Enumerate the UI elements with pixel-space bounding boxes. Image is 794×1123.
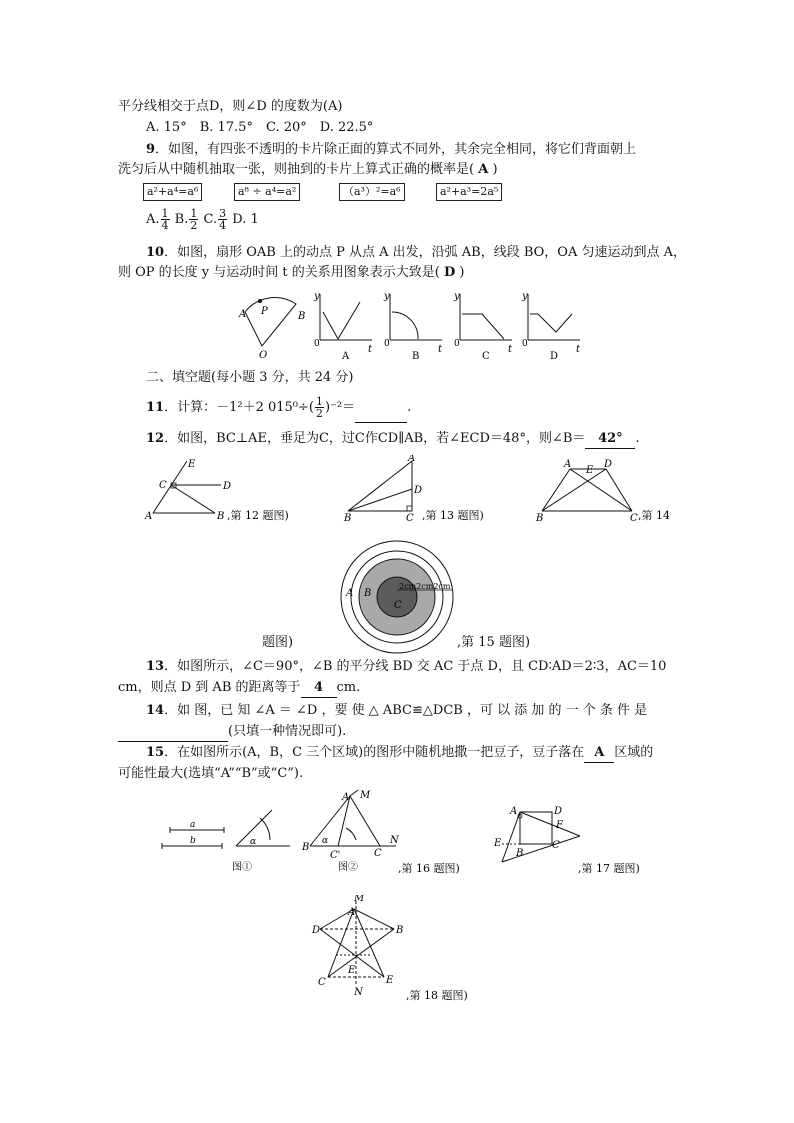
- q10-text2: 则 OP 的长度 y 与运动时间 t 的关系用图象表示大致是(: [118, 265, 440, 280]
- f13-caption: ,第 13 题图): [422, 509, 484, 522]
- f16-M: M: [360, 790, 371, 801]
- f17-caption: ,第 17 题图): [578, 862, 640, 875]
- q10-gb-label: B: [412, 351, 420, 362]
- f13-A: A: [408, 455, 416, 464]
- q10-figure: [230, 284, 580, 364]
- q10-gc-y: y: [454, 291, 460, 302]
- q10-number: 10: [146, 245, 165, 260]
- q9-card-2: a⁸ ÷ a⁴=a²: [234, 183, 300, 201]
- q9-opt-b: B.: [174, 212, 189, 227]
- f17-A: A: [510, 806, 518, 817]
- f16-N: N: [390, 835, 399, 846]
- f16-fig1: 图①: [232, 862, 252, 873]
- f18-N: N: [354, 987, 363, 998]
- f12-E: E: [188, 459, 196, 470]
- q9-opt-d: D. 1: [232, 212, 259, 227]
- q11-blank: [355, 394, 407, 423]
- q9-card-4: a²+a³=2a⁵: [436, 183, 502, 201]
- q10-fig-B: B: [298, 311, 306, 322]
- q14-blank: [118, 723, 228, 742]
- q11-number: 11: [146, 400, 165, 415]
- q10-line1: [146, 244, 686, 262]
- q15-text1: ．在如图所示(A，B，C 三个区域)的图形中随机地撒一把豆子，豆子落在: [164, 745, 585, 760]
- q15-answer: A: [584, 744, 614, 763]
- q12-answer: 42°: [585, 430, 635, 449]
- q11-text2: )⁻²＝: [324, 400, 356, 415]
- f17-F: F: [556, 820, 563, 831]
- q9-number: 9: [146, 142, 156, 157]
- f15-caption: ,第 15 题图): [457, 635, 531, 650]
- q13-text1: ．如图所示，∠C＝90°，∠B 的平分线 BD 交 AC 于点 D，且 CD∶AD＝2∶3，AC＝10: [164, 659, 667, 674]
- f16-A: A: [342, 792, 350, 803]
- q15-number: 15: [146, 745, 165, 760]
- f18-caption: ,第 18 题图): [406, 989, 468, 1002]
- q14-text1: ．如 图，已 知 ∠A ＝ ∠D ，要 使 △ ABC≌△DCB ，可 以 添 加 的 一 个 条 件 是: [164, 703, 648, 718]
- q9-text1: ．如图，有四张不透明的卡片除正面的算式不同外，其余完全相同，将它们背面朝上: [155, 142, 637, 157]
- f14-A: A: [564, 459, 572, 470]
- q13-line2: [118, 679, 360, 698]
- f18-B: B: [396, 925, 404, 936]
- f16-C1: C': [330, 850, 341, 861]
- q10-text1: ．如图，扇形 OAB 上的动点 P 从点 A 出发，沿弧 AB，线段 BO，OA 匀速运动到点 A，: [164, 245, 686, 260]
- f17-D: D: [554, 806, 563, 817]
- q10-close: ): [459, 265, 465, 280]
- q10-ga-t: t: [368, 344, 373, 355]
- q9-options: [146, 206, 259, 234]
- q9-text2: 洗匀后从中随机抽取一张，则抽到的卡片上算式正确的概率是(: [118, 162, 475, 177]
- q10-gd-0: 0: [522, 339, 528, 349]
- f14-caption-cont: 题图): [262, 635, 294, 650]
- q11-text: ．计算：－1²＋2 015⁰÷(: [164, 400, 314, 415]
- f18-E1: E: [348, 965, 356, 976]
- q9-opt-c: C.: [203, 212, 218, 227]
- q9-card-1: a²+a⁴=a⁶: [143, 183, 202, 201]
- q8-options: A. 15° B. 17.5° C. 20° D. 22.5°: [146, 120, 374, 135]
- q14-number: 14: [146, 703, 165, 718]
- q8-line: 平分线相交于点D，则∠D 的度数为(A): [118, 99, 343, 114]
- q10-gb-t: t: [438, 344, 443, 355]
- q10-gb-0: 0: [384, 339, 390, 349]
- q10-line2: [118, 264, 464, 282]
- q11-frac: $\frac{1}{2}$: [315, 395, 323, 420]
- q15-line2: 可能性最大(选填“A”“B”或“C”).: [118, 766, 304, 781]
- f16-alpha2: α: [322, 836, 329, 846]
- f14-E: E: [586, 465, 594, 476]
- q10-ga-0: 0: [314, 339, 320, 349]
- q11-line: [146, 394, 411, 423]
- fig-18: [310, 895, 510, 1005]
- f14-C: C: [630, 513, 638, 524]
- q15-text2: 区域的: [614, 745, 654, 760]
- section-2-title: 二、填空题(每小题 3 分，共 24 分): [146, 370, 354, 385]
- q14-text2: (只填一种情况即可).: [228, 724, 347, 739]
- q9-frac-a: $\frac{1}{4}$: [161, 207, 169, 232]
- q13-text2: cm，则点 D 到 AB 的距离等于: [118, 680, 301, 695]
- f18-M: M: [354, 895, 365, 904]
- f13-C: C: [406, 513, 414, 524]
- f16-a: a: [190, 820, 196, 830]
- f16-b: b: [190, 836, 196, 846]
- f16-fig2: 图②: [338, 862, 358, 873]
- q10-answer: D: [443, 265, 456, 280]
- f13-D: D: [414, 485, 423, 496]
- f16-caption: ,第 16 题图): [398, 862, 460, 875]
- q10-gd-label: D: [550, 351, 559, 362]
- f13-B: B: [344, 513, 352, 524]
- f17-E: E: [494, 838, 502, 849]
- f12-C: C: [159, 480, 167, 491]
- f12-caption: ,第 12 题图): [227, 509, 289, 522]
- q10-ga-label: A: [342, 351, 350, 362]
- q15-line1: [146, 744, 653, 763]
- f17-B: B: [516, 848, 524, 859]
- f18-C: C: [318, 977, 326, 988]
- q12-end: .: [635, 431, 640, 446]
- fig-14: [530, 455, 690, 527]
- q10-fig-A: A: [239, 309, 247, 320]
- fig-15: [338, 538, 458, 658]
- f15-B: B: [364, 588, 372, 599]
- f14-B: B: [536, 513, 544, 524]
- q10-fig-P: P: [261, 306, 268, 317]
- f18-D: D: [312, 925, 321, 936]
- q14-line2: [118, 723, 346, 742]
- f16-alpha1: α: [250, 837, 257, 847]
- q9-answer: A: [478, 162, 489, 177]
- fig-17: [488, 800, 668, 880]
- q10-gc-0: 0: [454, 339, 460, 349]
- f12-A: A: [145, 511, 153, 522]
- f12-B: B: [217, 511, 225, 522]
- q9-line2: [118, 161, 498, 179]
- f16-B: B: [302, 842, 310, 853]
- q10-ga-y: y: [314, 291, 320, 302]
- q11-end: .: [407, 400, 412, 415]
- f16-C: C: [374, 848, 382, 859]
- q10-gb-y: y: [384, 291, 390, 302]
- fig-13: [340, 455, 500, 527]
- q9-line1: [146, 141, 636, 159]
- q14-line1: [146, 702, 647, 720]
- fig-16: [160, 788, 490, 878]
- q9-card-3: （a³）²=a⁶: [339, 183, 405, 201]
- f18-E2: E: [386, 975, 394, 986]
- q10-gd-y: y: [522, 291, 528, 302]
- f15-A: A: [346, 588, 354, 599]
- q10-gc-t: t: [508, 344, 513, 355]
- f15-dims: 2cm2cm2cm: [399, 582, 451, 591]
- q13-answer: 4: [301, 679, 337, 698]
- f18-A: A: [348, 907, 356, 918]
- q9-close: ): [492, 162, 498, 177]
- q13-text3: cm.: [336, 680, 361, 695]
- q9-opt-a: A.: [146, 212, 160, 227]
- q12-line: [146, 430, 640, 449]
- f15-C: C: [394, 600, 402, 611]
- q12-number: 12: [146, 431, 165, 446]
- q10-gc-label: C: [482, 351, 490, 362]
- q10-gd-t: t: [576, 344, 580, 355]
- fig-12: [143, 455, 313, 527]
- q13-number: 13: [146, 659, 165, 674]
- f14-caption: ,第 14: [638, 509, 670, 522]
- q10-fig-O: O: [259, 350, 268, 361]
- q13-line1: [146, 658, 666, 676]
- q9-frac-c: $\frac{3}{4}$: [219, 207, 227, 232]
- f14-D: D: [604, 459, 613, 470]
- f12-D: D: [223, 481, 232, 492]
- q9-frac-b: $\frac{1}{2}$: [190, 207, 198, 232]
- f17-C: C: [552, 840, 560, 851]
- q12-text: ．如图，BC⊥AE，垂足为C，过C作CD∥AB，若∠ECD＝48°，则∠B＝: [164, 431, 586, 446]
